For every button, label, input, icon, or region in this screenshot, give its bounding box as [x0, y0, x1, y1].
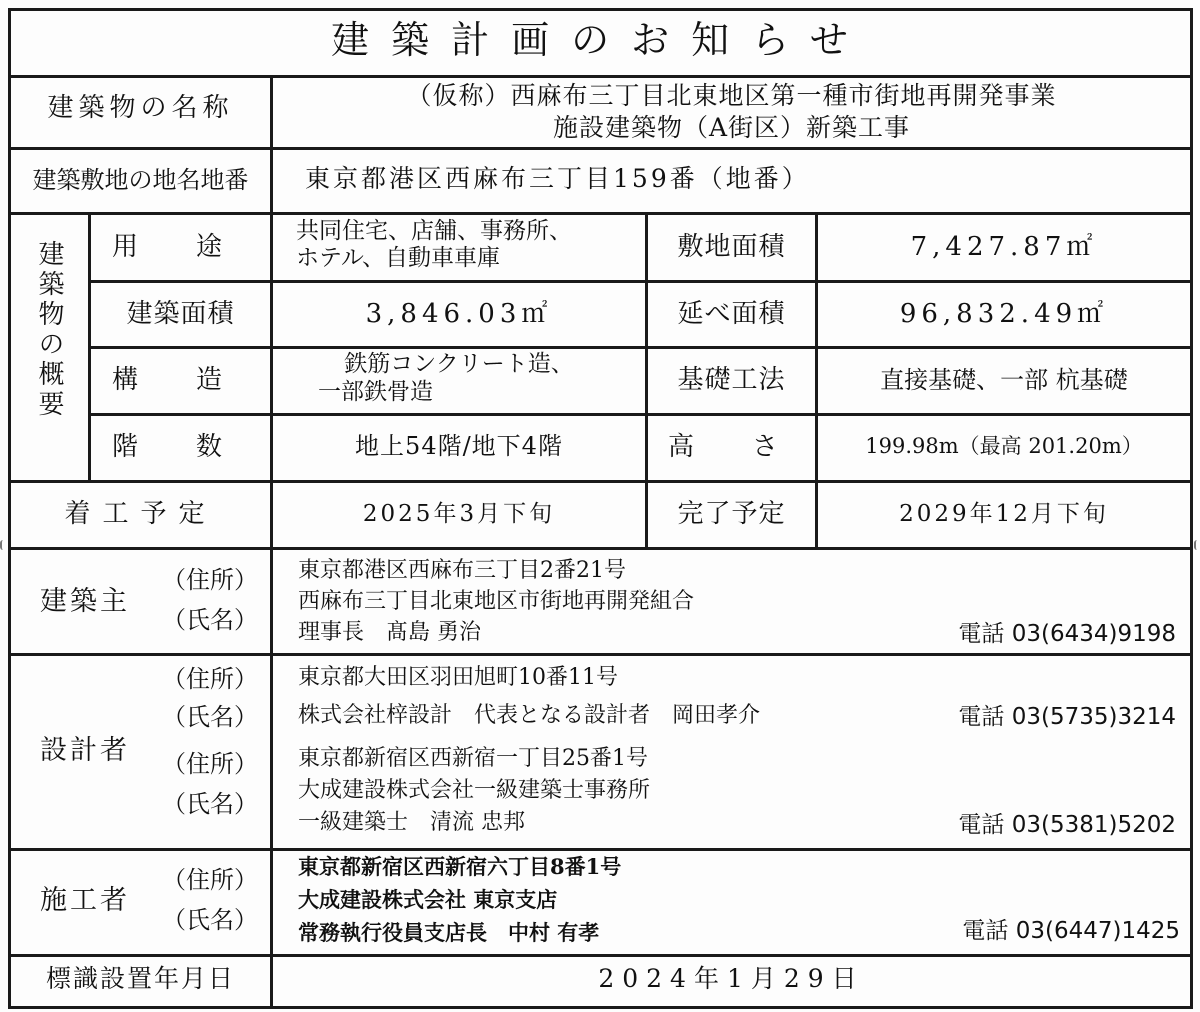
designer-name-1: 株式会社梓設計 代表となる設計者 岡田孝介 [298, 703, 761, 728]
use-label: 用 途 [112, 232, 225, 262]
divider [8, 480, 1193, 483]
building-area-value: 3,846.03㎡ [365, 299, 553, 329]
contractor-address-tag: （住所） [162, 866, 258, 894]
site-area-value: 7,427.87㎡ [910, 232, 1098, 262]
designer-phone-1: 電話 03(5735)3214 [958, 704, 1176, 730]
designer-name-tag-2: （氏名） [162, 790, 258, 818]
divider [8, 653, 1193, 656]
designer-name-2a: 大成建設株式会社一級建築士事務所 [298, 778, 651, 803]
divider [90, 280, 1193, 283]
rivet [0, 540, 8, 550]
use-line1: 共同住宅、店舗、事務所、 [296, 218, 572, 244]
height-label: 高 さ [668, 432, 781, 462]
start-label: 着工予定 [64, 499, 217, 529]
contractor-label: 施工者 [40, 885, 130, 916]
divider [8, 147, 1193, 150]
divider [8, 212, 1193, 215]
building-name-label: 建築物の名称 [47, 93, 234, 123]
designer-label: 設計者 [40, 735, 130, 766]
end-value: 2029年12月下旬 [899, 501, 1109, 527]
frame-right [1190, 8, 1193, 1009]
posted-date: 2024年1月29日 [598, 964, 865, 993]
frame-top [8, 8, 1193, 11]
site-label: 建築敷地の地名地番 [32, 166, 249, 194]
rivet [1194, 540, 1200, 550]
site-area-label: 敷地面積 [677, 232, 786, 262]
structure-line1: 鉄筋コンクリート造、 [344, 351, 574, 377]
designer-address-tag-1: （住所） [162, 665, 258, 693]
owner-name-tag: （氏名） [162, 606, 258, 634]
owner-address-tag: （住所） [162, 566, 258, 594]
start-value: 2025年3月下旬 [362, 501, 556, 527]
floors-label: 階 数 [112, 432, 225, 462]
divider [8, 547, 1193, 550]
overview-label: 建築物の概要 [34, 240, 64, 420]
site-address: 東京都港区西麻布三丁目159番（地番） [305, 164, 810, 193]
owner-label: 建築主 [40, 586, 130, 617]
foundation-value: 直接基礎、一部 杭基礎 [880, 366, 1128, 394]
height-value: 199.98m（最高 201.20m） [865, 434, 1143, 458]
owner-name1: 西麻布三丁目北東地区市街地再開発組合 [298, 589, 695, 614]
frame-bottom [8, 1006, 1193, 1009]
contractor-name1: 大成建設株式会社 東京支店 [298, 887, 558, 912]
designer-address-2: 東京都新宿区西新宿一丁目25番1号 [298, 746, 648, 771]
designer-address-1: 東京都大田区羽田旭町10番11号 [298, 665, 618, 690]
structure-line2: 一部鉄骨造 [318, 379, 433, 405]
designer-phone-2: 電話 03(5381)5202 [958, 812, 1176, 838]
owner-name2: 理事長 髙島 勇治 [298, 620, 481, 645]
posted-label: 標識設置年月日 [45, 964, 235, 993]
building-name-line1: （仮称）西麻布三丁目北東地区第一種市街地再開発事業 [406, 81, 1057, 110]
designer-name-2b: 一級建築士 清流 忠邦 [298, 810, 525, 835]
divider [90, 346, 1193, 349]
floors-value: 地上54階/地下4階 [355, 432, 563, 460]
contractor-address: 東京都新宿区西新宿六丁目8番1号 [298, 854, 622, 879]
building-name-line2: 施設建築物（A街区）新築工事 [552, 113, 911, 142]
contractor-name-tag: （氏名） [162, 906, 258, 934]
owner-address: 東京都港区西麻布三丁目2番21号 [298, 558, 626, 583]
contractor-name2: 常務執行役員支店長 中村 有孝 [298, 920, 600, 945]
contractor-phone: 電話 03(6447)1425 [962, 918, 1180, 944]
notice-title: 建築計画のお知らせ [331, 18, 870, 62]
floor-area-value: 96,832.49㎡ [899, 299, 1109, 329]
divider [90, 413, 1193, 416]
owner-phone: 電話 03(6434)9198 [958, 621, 1176, 647]
end-label: 完了予定 [677, 499, 786, 529]
divider [8, 954, 1193, 957]
divider [8, 75, 1193, 78]
column-divider [88, 212, 91, 480]
designer-name-tag-1: （氏名） [162, 703, 258, 731]
designer-address-tag-2: （住所） [162, 750, 258, 778]
floor-area-label: 延べ面積 [677, 299, 786, 329]
foundation-label: 基礎工法 [677, 365, 786, 395]
divider [8, 848, 1193, 851]
use-line2: ホテル、自動車車庫 [296, 245, 501, 271]
structure-label: 構 造 [112, 365, 225, 395]
building-area-label: 建築面積 [126, 299, 235, 329]
